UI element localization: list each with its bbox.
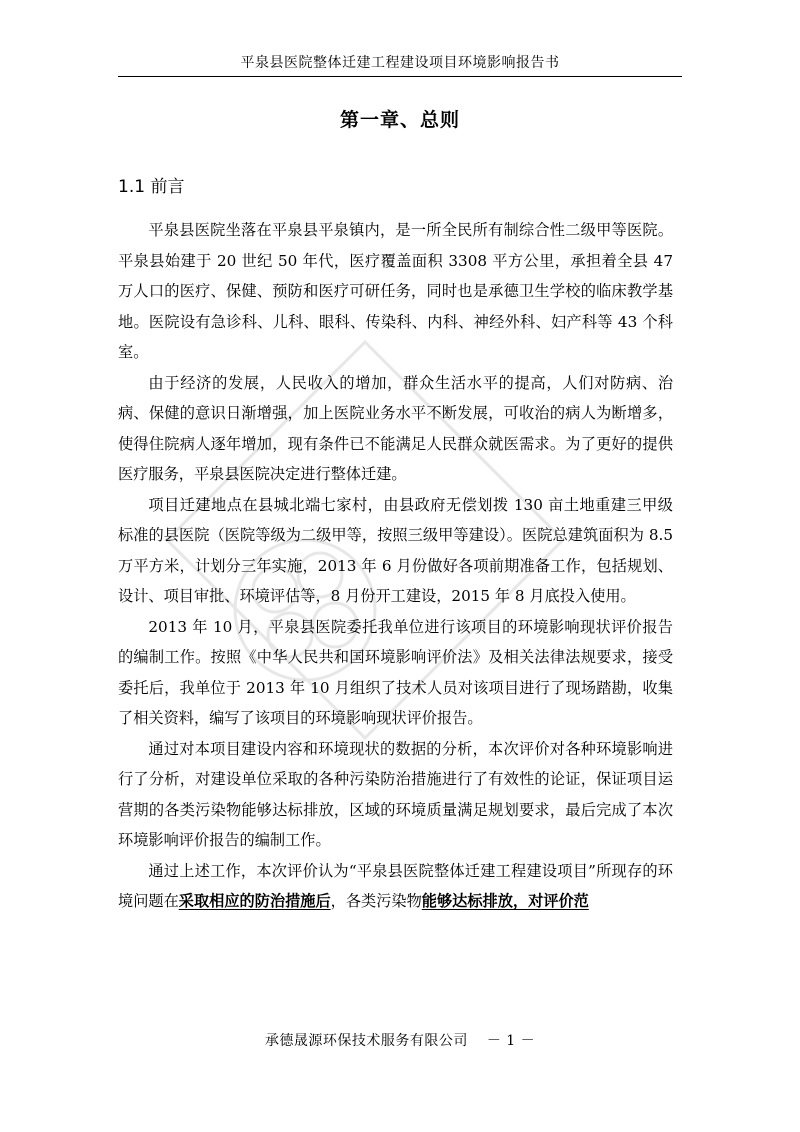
- paragraph: 平泉县医院坐落在平泉县平泉镇内，是一所全民所有制综合性二级甲等医院。平泉县始建于 20 世纪 50 年代，医疗覆盖面积 3308 平方公里，承担着全县 47 万人口的医疗、保健、预防和医疗可研任务，同时也是承德卫生学校的临床教学基地。医院设有急诊科、儿科、眼科、传染科、内科、神经外科、妇产科等 43 个科室。: [118, 221, 673, 361]
- section-title: 1.1 前言: [118, 177, 185, 197]
- paragraph: 由于经济的发展，人民收入的增加，群众生活水平的提高，人们对防病、治病、保健的意识日渐增强，加上医院业务水平不断发展，可收治的病人为断增多，使得住院病人逐年增加，现有条件已不能满足人民群众就医需求。为了更好的提供医疗服务，平泉县医院决定进行整体迁建。: [118, 373, 673, 483]
- paragraph: 2013 年 10 月，平泉县医院委托我单位进行该项目的环境影响现状评价报告的编制工作。按照《中华人民共和国环境影响评价法》及相关法律法规要求，接受委托后，我单位于 2013 年 10 月组织了技术人员对该项目进行了现场踏勘，收集了相关资料，编写了该项目的环境影响现状评价报告。: [118, 617, 673, 727]
- page-header: [118, 52, 682, 72]
- page-number: － 1 －: [486, 1033, 536, 1049]
- emphasis-compliance: 能够达标排放，对评价范: [421, 892, 589, 910]
- page-footer: [0, 1030, 800, 1050]
- body-text: [118, 215, 673, 917]
- paragraph: 通过对本项目建设内容和环境现状的数据的分析，本次评价对各种环境影响进行了分析，对建设单位采取的各种污染防治措施进行了有效性的论证，保证项目运营期的各类污染物能够达标排放，区域的环境质量满足规划要求，最后完成了本次环境影响评价报告的编制工作。: [118, 739, 673, 849]
- paragraph-conclusion: [118, 856, 673, 917]
- footer-company: 承德晟源环保技术服务有限公司: [264, 1033, 468, 1049]
- header-title: 平泉县医院整体迁建工程建设项目环境影响报告书: [240, 55, 560, 71]
- paragraph: 项目迁建地点在县城北端七家村，由县政府无偿划拨 130 亩土地重建三甲级标准的县医院（医院等级为二级甲等，按照三级甲等建设）。医院总建筑面积为 8.5 万平方米，计划分三年实施，2013 年 6 月份做好各项前期准备工作，包括规划、设计、项目审批、环境评估等，8 月份开工建设，2015 年 8 月底投入使用。: [118, 495, 673, 605]
- conclusion-text: ，各类污染物: [330, 892, 422, 910]
- conclusion-text: 通过上述工作，本次评价认为“平泉县医院整体迁建工程建设项目”所现存的环境问题在: [118, 861, 673, 910]
- header-divider: [118, 76, 682, 77]
- chapter-title: 第一章、总则: [339, 109, 460, 131]
- emphasis-measures: 采取相应的防治措施后: [178, 892, 331, 910]
